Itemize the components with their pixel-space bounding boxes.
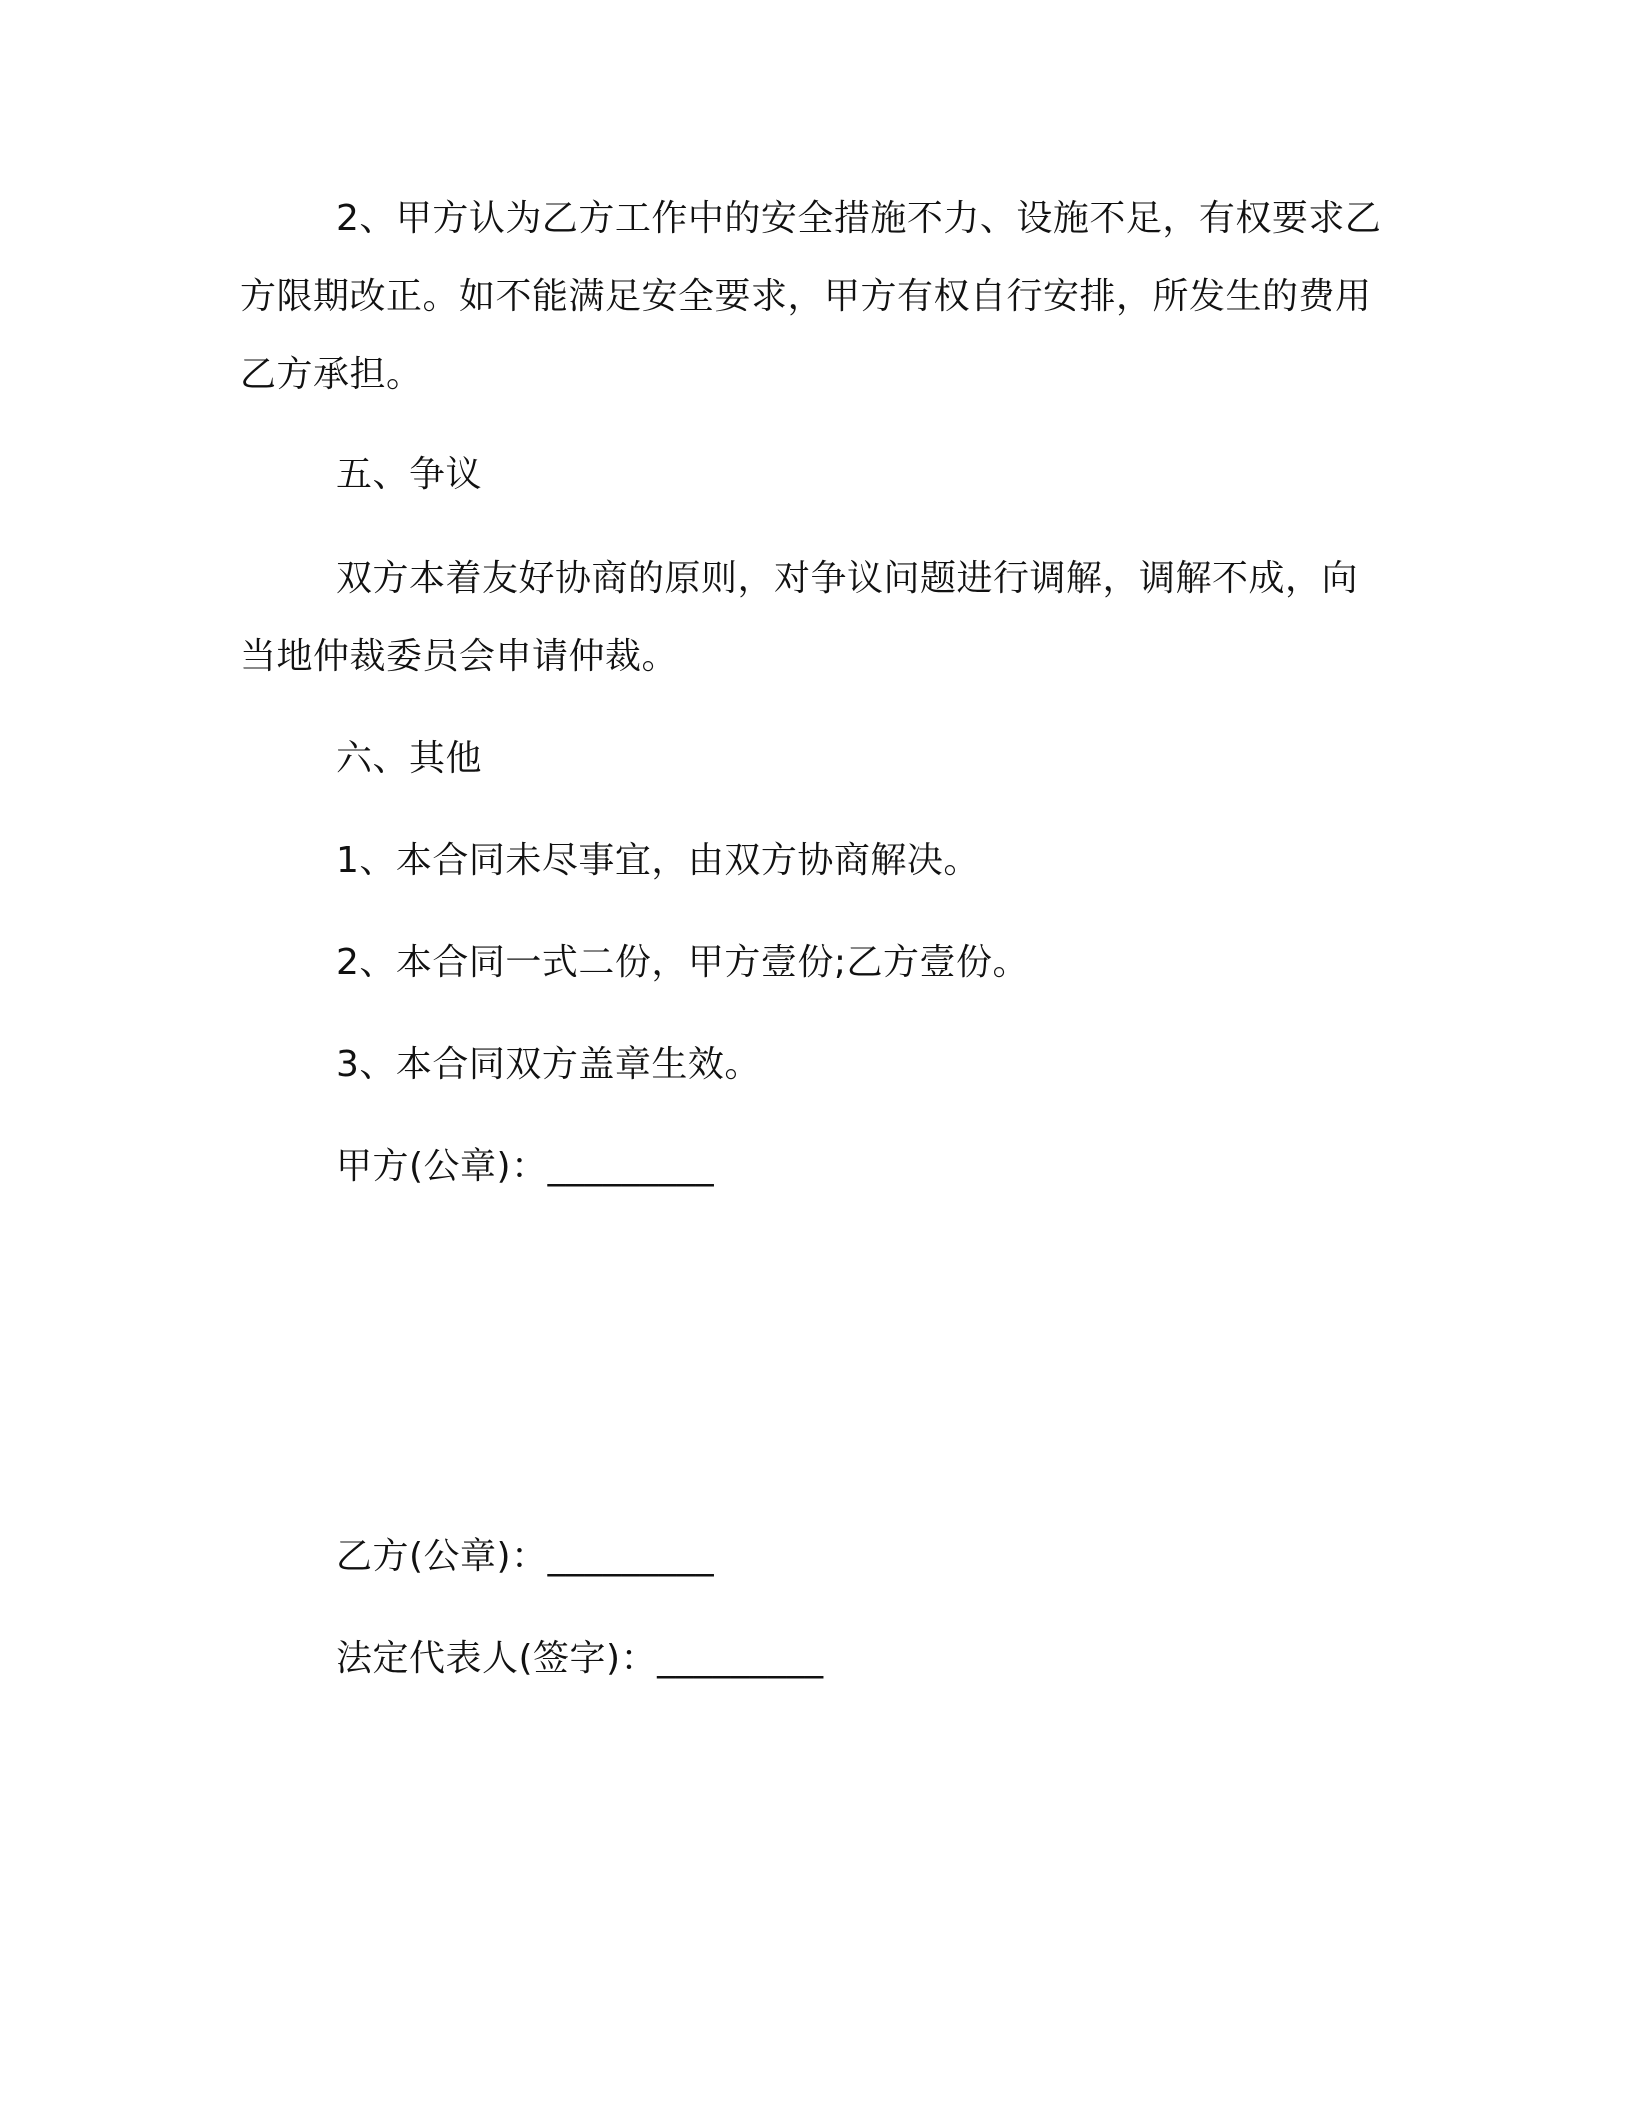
section-heading-dispute: 五、争议 [336, 454, 483, 495]
legal-representative-signature-line: 法定代表人(签字)：_________ [336, 1638, 824, 1679]
section-heading-other: 六、其他 [336, 738, 483, 779]
paragraph-safety-rectification: 2、甲方认为乙方工作中的安全措施不力、设施不足，有权要求乙方限期改正。如不能满足安全要求，甲方有权自行安排，所发生的费用乙方承担。 [240, 198, 1382, 395]
party-a-seal-line: 甲方(公章)：_________ [336, 1146, 715, 1187]
clause-item-3: 3、本合同双方盖章生效。 [336, 1044, 761, 1085]
paragraph-dispute-resolution: 双方本着友好协商的原则，对争议问题进行调解，调解不成，向当地仲裁委员会申请仲裁。 [240, 558, 1359, 677]
party-b-seal-line: 乙方(公章)：_________ [336, 1536, 715, 1577]
clause-item-1: 1、本合同未尽事宜，由双方协商解决。 [336, 840, 980, 881]
clause-item-2: 2、本合同一式二份，甲方壹份;乙方壹份。 [336, 942, 1030, 983]
